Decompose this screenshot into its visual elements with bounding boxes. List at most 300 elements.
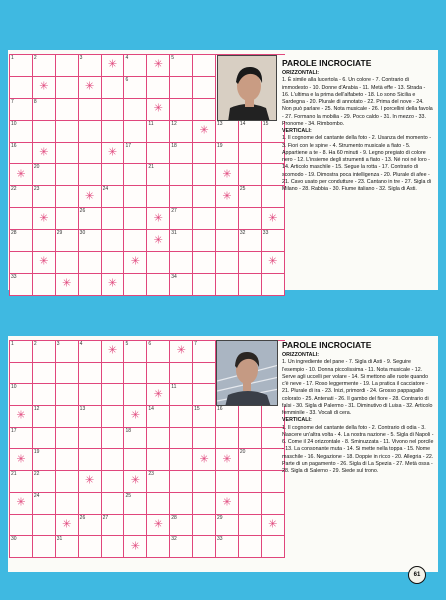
grid-cell[interactable] (170, 186, 193, 208)
asterisk-block-icon: ✳ (153, 102, 163, 115)
asterisk-block-icon: ✳ (39, 212, 49, 225)
asterisk-block-icon: ✳ (39, 255, 49, 268)
grid-cell[interactable] (239, 471, 262, 493)
grid-cell-blocked (147, 230, 170, 252)
clue-number: 11 (171, 384, 177, 391)
clue-number: 15 (262, 120, 269, 127)
grid-cell[interactable] (79, 230, 102, 252)
asterisk-block-icon: ✳ (39, 80, 49, 93)
grid-cell[interactable] (170, 230, 193, 252)
grid-cell[interactable] (56, 77, 79, 99)
asterisk-block-icon: ✳ (85, 190, 95, 203)
asterisk-block-icon: ✳ (16, 168, 26, 181)
grid-cell[interactable] (124, 99, 147, 121)
grid-cell[interactable] (124, 186, 147, 208)
asterisk-block-icon: ✳ (107, 344, 118, 357)
grid-cell[interactable] (56, 493, 79, 515)
grid-cell-blocked (33, 252, 56, 274)
grid-cell[interactable] (10, 384, 33, 406)
grid-cell-blocked (124, 252, 147, 274)
grid-cell-blocked (56, 515, 79, 537)
clue-number: 31 (171, 230, 177, 237)
grid-cell[interactable] (262, 536, 285, 558)
grid-cell[interactable] (216, 515, 239, 537)
grid-cell[interactable] (216, 406, 239, 428)
clue-number: 18 (125, 427, 132, 434)
grid-cell[interactable] (170, 99, 193, 121)
grid-cell[interactable] (170, 121, 193, 143)
grid-cell[interactable] (170, 449, 193, 471)
clue-number: 13 (79, 406, 86, 413)
grid-cell[interactable] (79, 384, 102, 406)
grid-cell[interactable] (56, 384, 79, 406)
grid-cell[interactable] (239, 121, 262, 143)
asterisk-block-icon: ✳ (153, 212, 163, 225)
grid-cell[interactable] (193, 208, 216, 230)
grid-cell-blocked (147, 99, 170, 121)
grid-cell[interactable] (56, 99, 79, 121)
clue-number: 5 (171, 55, 175, 61)
vertical-heading: VERTICALI: (282, 128, 312, 134)
grid-cell[interactable] (102, 406, 125, 428)
grid-cell[interactable] (33, 406, 56, 428)
grid-cell[interactable] (124, 55, 147, 77)
grid-cell[interactable] (170, 428, 193, 450)
grid-cell[interactable] (10, 77, 33, 99)
grid-cell[interactable] (79, 449, 102, 471)
grid-cell[interactable] (216, 252, 239, 274)
clue-number: 29 (217, 514, 223, 521)
grid-cell-blocked (124, 471, 147, 493)
grid-cell[interactable] (79, 536, 102, 558)
grid-cell[interactable] (239, 208, 262, 230)
clue-number: 34 (171, 273, 177, 280)
grid-cell[interactable] (124, 363, 147, 385)
clue-number: 12 (33, 406, 40, 413)
grid-cell[interactable] (10, 536, 33, 558)
clue-number: 10 (11, 120, 17, 127)
grid-cell[interactable] (239, 230, 262, 252)
horizontal-heading: ORIZZONTALI: (282, 352, 319, 358)
grid-cell[interactable] (193, 99, 216, 121)
grid-cell[interactable] (33, 164, 56, 186)
grid-cell[interactable] (79, 252, 102, 274)
asterisk-block-icon: ✳ (222, 496, 232, 509)
clue-number: 11 (148, 120, 154, 127)
vertical-clues: 1. Il cognome del cantante della foto - 2. Contrario di odia - 3. Nascere un'altra volta - 4. La nostra nazione - 5. Sigla di Napoli - 6. Come il 24 orizzontale - 8. Sminuzzata - 11. Vivono nel porcile - 13. La consonante muta - 14. Si mette nella toppa - 15. Nome maschile - 16. Negazione - 18. Doppie in ricco - 20. Allegria - 22. Parte di un pagamento - 26. Sigla di La Spezia - 27. Metà ossa - 28. Sigla di Salerno - 29. Siede sul trono. (282, 424, 434, 474)
grid-cell[interactable] (262, 274, 285, 296)
horizontal-clues: 1. Un ingrediente del pane - 7. Sigla di Asti - 9. Seguire l'esempio - 10. Donna piccolissima - 11. Nota musicale - 12. Serve agli uccelli per volare - 14. Si mettono alle ruote quando c'è neve - 17. Roso leggermente - 19. La pratica il cacciatore - 21. Plurale di ira - 23. Inizi, primordi - 24. Grosso pappagallo colorato - 25. Antenati - 26. Il gambo del fiore - 28. Contrario di falsi - 30. Sigla di Palermo - 31. Diminutivo di Luisa - 32. Articolo femminile - 33. Vocali di cera. (282, 359, 433, 416)
asterisk-block-icon: ✳ (107, 277, 118, 290)
grid-cell[interactable] (56, 252, 79, 274)
grid-cell[interactable] (193, 515, 216, 537)
grid-cell-blocked (102, 143, 125, 165)
grid-cell[interactable] (56, 428, 79, 450)
vertical-heading: VERTICALI: (282, 417, 312, 424)
grid-cell[interactable] (124, 274, 147, 296)
clue-number: 27 (102, 514, 109, 521)
asterisk-block-icon: ✳ (268, 255, 278, 268)
clue-number: 17 (11, 427, 17, 434)
grid-cell[interactable] (216, 274, 239, 296)
grid-cell[interactable] (102, 230, 125, 252)
grid-cell[interactable] (216, 230, 239, 252)
grid-cell[interactable] (193, 471, 216, 493)
grid-cell[interactable] (10, 230, 33, 252)
grid-cell[interactable] (239, 536, 262, 558)
grid-cell[interactable] (147, 143, 170, 165)
clue-number: 7 (11, 98, 14, 105)
puzzle-title: PAROLE INCROCIATE (282, 340, 372, 350)
grid-cell-blocked (147, 208, 170, 230)
page-number: 61 (408, 566, 426, 584)
asterisk-block-icon: ✳ (16, 409, 26, 422)
clues-panel-2 (282, 340, 434, 475)
grid-cell[interactable] (239, 274, 262, 296)
grid-cell[interactable] (147, 428, 170, 450)
grid-cell[interactable] (147, 471, 170, 493)
grid-cell[interactable] (102, 363, 125, 385)
clue-number: 1 (11, 341, 14, 347)
grid-cell[interactable] (124, 121, 147, 143)
grid-cell[interactable] (56, 471, 79, 493)
asterisk-block-icon: ✳ (39, 146, 49, 159)
asterisk-block-icon: ✳ (107, 146, 118, 159)
grid-cell-blocked (262, 208, 285, 230)
grid-cell[interactable] (124, 230, 147, 252)
grid-cell[interactable] (216, 536, 239, 558)
grid-cell[interactable] (239, 186, 262, 208)
grid-cell[interactable] (56, 55, 79, 77)
grid-cell[interactable] (170, 164, 193, 186)
grid-cell-blocked (33, 208, 56, 230)
grid-cell-blocked (102, 274, 125, 296)
grid-cell[interactable] (102, 384, 125, 406)
crossword-panel-2 (8, 336, 438, 572)
grid-cell[interactable] (193, 536, 216, 558)
asterisk-block-icon: ✳ (130, 474, 140, 487)
asterisk-block-icon: ✳ (62, 518, 72, 531)
grid-cell-blocked (102, 55, 125, 77)
grid-cell-blocked (10, 449, 33, 471)
grid-cell[interactable] (124, 341, 147, 363)
grid-cell[interactable] (147, 274, 170, 296)
grid-cell[interactable] (102, 186, 125, 208)
grid-cell[interactable] (79, 428, 102, 450)
grid-cell[interactable] (56, 341, 79, 363)
grid-cell[interactable] (56, 406, 79, 428)
grid-cell[interactable] (216, 121, 239, 143)
grid-cell[interactable] (10, 274, 33, 296)
grid-cell[interactable] (170, 274, 193, 296)
grid-cell[interactable] (239, 428, 262, 450)
grid-cell[interactable] (170, 252, 193, 274)
asterisk-block-icon: ✳ (222, 168, 232, 181)
grid-cell[interactable] (193, 363, 216, 385)
clue-number: 30 (79, 230, 86, 237)
grid-cell[interactable] (216, 428, 239, 450)
grid-cell[interactable] (33, 536, 56, 558)
grid-cell[interactable] (56, 164, 79, 186)
asterisk-block-icon: ✳ (107, 58, 118, 71)
clue-number: 20 (239, 449, 246, 456)
grid-cell[interactable] (56, 143, 79, 165)
grid-cell[interactable] (10, 363, 33, 385)
grid-cell-blocked (216, 186, 239, 208)
clue-number: 18 (171, 142, 177, 149)
grid-cell[interactable] (33, 55, 56, 77)
grid-cell[interactable] (56, 121, 79, 143)
grid-cell-blocked (216, 449, 239, 471)
clue-number: 19 (33, 449, 40, 456)
grid-cell[interactable] (33, 515, 56, 537)
grid-cell[interactable] (79, 341, 102, 363)
grid-cell[interactable] (56, 208, 79, 230)
grid-cell[interactable] (33, 186, 56, 208)
grid-cell[interactable] (79, 274, 102, 296)
grid-cell[interactable] (170, 406, 193, 428)
grid-cell[interactable] (193, 252, 216, 274)
grid-cell[interactable] (147, 121, 170, 143)
singer-photo-1 (217, 55, 277, 121)
grid-cell[interactable] (147, 536, 170, 558)
grid-cell[interactable] (102, 449, 125, 471)
asterisk-block-icon: ✳ (62, 277, 72, 290)
grid-cell[interactable] (10, 515, 33, 537)
grid-cell[interactable] (193, 143, 216, 165)
grid-cell[interactable] (79, 493, 102, 515)
clue-number: 24 (33, 492, 40, 499)
grid-cell[interactable] (170, 363, 193, 385)
grid-cell[interactable] (124, 143, 147, 165)
grid-cell[interactable] (33, 428, 56, 450)
grid-cell[interactable] (102, 471, 125, 493)
grid-cell[interactable] (193, 55, 216, 77)
grid-cell[interactable] (170, 536, 193, 558)
asterisk-block-icon: ✳ (130, 255, 140, 268)
clue-number: 2 (33, 341, 37, 347)
clue-number: 28 (171, 514, 177, 521)
grid-cell[interactable] (10, 121, 33, 143)
grid-cell[interactable] (193, 230, 216, 252)
asterisk-block-icon: ✳ (153, 518, 163, 531)
grid-cell[interactable] (124, 515, 147, 537)
grid-cell[interactable] (79, 208, 102, 230)
clue-number: 1 (11, 55, 14, 61)
grid-cell[interactable] (147, 341, 170, 363)
grid-cell[interactable] (79, 99, 102, 121)
grid-cell[interactable] (193, 186, 216, 208)
grid-cell[interactable] (79, 143, 102, 165)
clue-number: 14 (239, 120, 246, 127)
grid-cell-blocked (216, 493, 239, 515)
grid-cell[interactable] (239, 493, 262, 515)
clue-number: 31 (56, 536, 63, 543)
asterisk-block-icon: ✳ (199, 453, 209, 466)
crossword-panel-1 (8, 50, 438, 290)
clue-number: 7 (194, 341, 197, 347)
asterisk-block-icon: ✳ (268, 212, 278, 225)
grid-cell-blocked (56, 274, 79, 296)
grid-cell[interactable] (79, 363, 102, 385)
clue-number: 27 (171, 208, 177, 215)
grid-cell[interactable] (33, 99, 56, 121)
grid-cell[interactable] (239, 143, 262, 165)
grid-cell-blocked (79, 471, 102, 493)
grid-cell[interactable] (239, 252, 262, 274)
grid-cell[interactable] (170, 143, 193, 165)
grid-cell[interactable] (124, 77, 147, 99)
grid-cell-blocked (10, 164, 33, 186)
grid-cell[interactable] (33, 121, 56, 143)
grid-cell[interactable] (147, 186, 170, 208)
clue-number: 33 (262, 230, 269, 237)
grid-cell[interactable] (124, 493, 147, 515)
grid-cell[interactable] (193, 77, 216, 99)
grid-cell[interactable] (33, 230, 56, 252)
grid-cell-blocked (10, 406, 33, 428)
grid-cell[interactable] (79, 515, 102, 537)
grid-cell[interactable] (10, 186, 33, 208)
grid-cell[interactable] (56, 449, 79, 471)
clue-number: 22 (33, 471, 40, 478)
grid-cell-blocked (262, 252, 285, 274)
grid-cell[interactable] (33, 341, 56, 363)
grid-cell[interactable] (102, 536, 125, 558)
clue-number: 33 (11, 273, 17, 280)
clue-number: 6 (148, 341, 152, 347)
grid-cell[interactable] (124, 208, 147, 230)
grid-cell[interactable] (102, 121, 125, 143)
grid-cell[interactable] (10, 471, 33, 493)
grid-cell[interactable] (102, 428, 125, 450)
clue-number: 21 (11, 471, 17, 478)
grid-cell[interactable] (193, 384, 216, 406)
asterisk-block-icon: ✳ (176, 344, 186, 357)
grid-cell[interactable] (239, 515, 262, 537)
clue-number: 10 (11, 384, 17, 391)
grid-cell-blocked (124, 406, 147, 428)
grid-cell[interactable] (193, 274, 216, 296)
grid-cell[interactable] (33, 274, 56, 296)
grid-cell[interactable] (102, 208, 125, 230)
horizontal-heading: ORIZZONTALI: (282, 70, 319, 76)
grid-cell[interactable] (56, 363, 79, 385)
asterisk-block-icon: ✳ (222, 190, 232, 203)
clue-number: 28 (11, 230, 17, 237)
grid-cell[interactable] (56, 230, 79, 252)
singer-photo-2 (216, 340, 278, 406)
grid-cell[interactable] (262, 230, 285, 252)
grid-cell[interactable] (10, 252, 33, 274)
grid-cell[interactable] (124, 449, 147, 471)
grid-cell[interactable] (33, 471, 56, 493)
grid-cell[interactable] (124, 384, 147, 406)
grid-cell[interactable] (10, 99, 33, 121)
clue-number: 16 (11, 142, 17, 149)
grid-cell[interactable] (193, 493, 216, 515)
grid-cell[interactable] (147, 493, 170, 515)
grid-cell[interactable] (147, 363, 170, 385)
grid-cell[interactable] (10, 341, 33, 363)
grid-cell[interactable] (239, 406, 262, 428)
grid-cell[interactable] (170, 77, 193, 99)
clue-number: 33 (217, 536, 223, 543)
grid-cell[interactable] (147, 252, 170, 274)
grid-cell[interactable] (170, 471, 193, 493)
grid-cell-blocked (216, 164, 239, 186)
grid-cell[interactable] (102, 515, 125, 537)
grid-cell[interactable] (33, 449, 56, 471)
grid-cell[interactable] (79, 121, 102, 143)
clues-panel-1 (282, 58, 434, 193)
grid-cell[interactable] (262, 493, 285, 515)
grid-cell[interactable] (124, 428, 147, 450)
grid-cell[interactable] (193, 428, 216, 450)
grid-cell[interactable] (239, 449, 262, 471)
grid-cell-blocked (170, 341, 193, 363)
grid-cell[interactable] (124, 164, 147, 186)
grid-cell[interactable] (147, 449, 170, 471)
grid-cell[interactable] (170, 384, 193, 406)
grid-cell[interactable] (193, 406, 216, 428)
grid-cell[interactable] (56, 536, 79, 558)
grid-cell[interactable] (33, 493, 56, 515)
clue-number: 23 (33, 186, 40, 193)
grid-cell[interactable] (193, 341, 216, 363)
grid-cell[interactable] (10, 143, 33, 165)
asterisk-block-icon: ✳ (130, 540, 140, 553)
grid-cell[interactable] (102, 493, 125, 515)
asterisk-block-icon: ✳ (85, 474, 95, 487)
grid-cell[interactable] (170, 208, 193, 230)
clue-number: 32 (239, 230, 246, 237)
grid-cell-blocked (79, 77, 102, 99)
grid-cell[interactable] (170, 55, 193, 77)
grid-cell[interactable] (102, 77, 125, 99)
grid-cell[interactable] (10, 55, 33, 77)
grid-cell[interactable] (10, 428, 33, 450)
clue-number: 15 (194, 406, 200, 413)
vertical-clues: 1. Il cognome del cantante della foto - 2. Usanza del momento - 3. Fiori con le spine - 4. Strumento musicale a fiato - 5. Appartiene a te - 8. Ha 60 minuti - 9. Legno pregiato di colore nero - 12. L'insieme degli strumenti a fiato - 13. Né noi né loro - 14. Articolo maschile - 15. Segue la rotta - 17. Contrario di scomodo - 19. Dimostra poca intelligenza - 20. Plurale di afee - 21. Cavo usato per condutture - 23. Cantano in tre - 27. Sigla di Milano - 28. Rabbia - 30. Fiume italiano - 32. Sigla di Asti. (282, 135, 431, 192)
grid-cell[interactable] (170, 515, 193, 537)
grid-cell[interactable] (193, 164, 216, 186)
clue-number: 5 (125, 341, 129, 347)
grid-cell[interactable] (147, 406, 170, 428)
grid-cell[interactable] (10, 208, 33, 230)
grid-cell[interactable] (216, 143, 239, 165)
grid-cell[interactable] (33, 384, 56, 406)
grid-cell-blocked (147, 515, 170, 537)
grid-cell[interactable] (102, 252, 125, 274)
grid-cell[interactable] (239, 164, 262, 186)
grid-cell[interactable] (56, 186, 79, 208)
grid-cell-blocked (124, 536, 147, 558)
clue-number: 20 (33, 164, 40, 171)
grid-cell[interactable] (33, 363, 56, 385)
grid-cell[interactable] (147, 164, 170, 186)
grid-cell[interactable] (79, 164, 102, 186)
grid-cell[interactable] (216, 471, 239, 493)
grid-cell[interactable] (170, 493, 193, 515)
grid-cell[interactable] (79, 55, 102, 77)
grid-cell[interactable] (147, 77, 170, 99)
grid-cell[interactable] (102, 164, 125, 186)
grid-cell[interactable] (102, 99, 125, 121)
grid-cell[interactable] (216, 208, 239, 230)
clue-number: 22 (11, 186, 17, 193)
grid-cell[interactable] (79, 406, 102, 428)
